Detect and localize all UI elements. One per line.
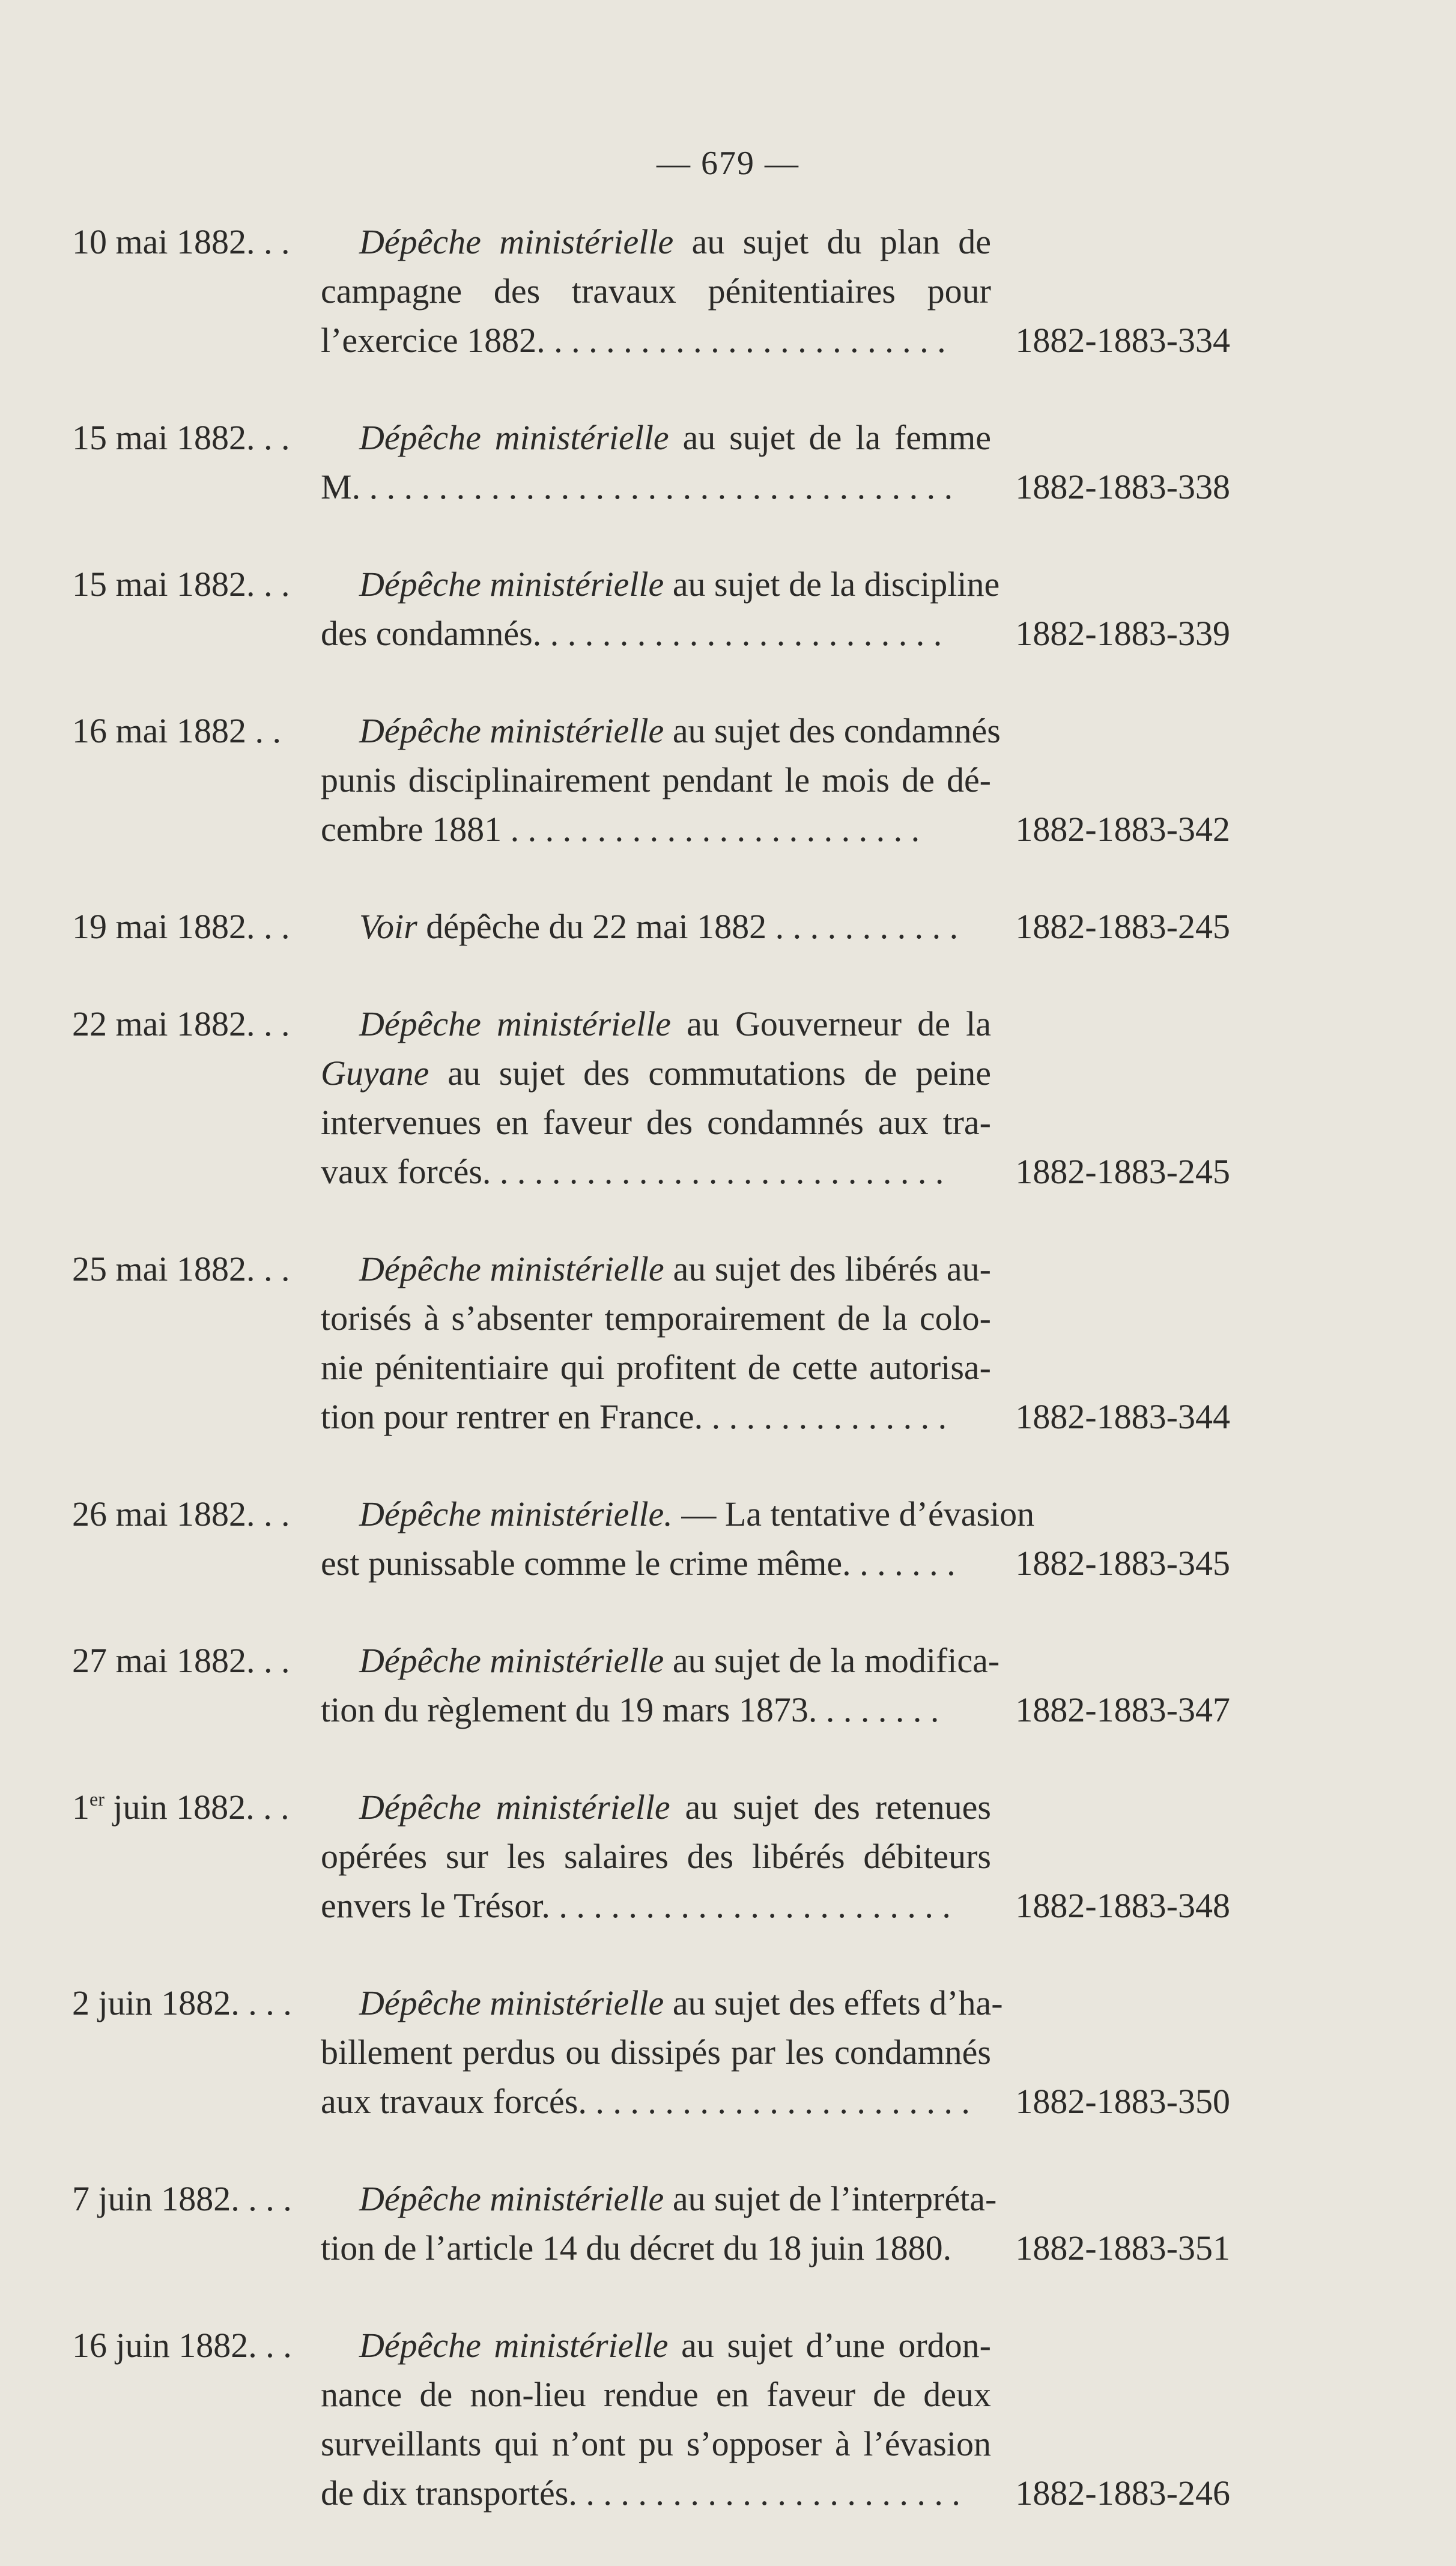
- description-line: [321, 1685, 991, 1735]
- line-text: vaux forcés. . . . . . . . . . . . . . . . . . . . . . . . . . .: [321, 1152, 944, 1191]
- description-line: [321, 267, 991, 316]
- italic-phrase: Dépêche ministérielle: [359, 711, 664, 750]
- description-line: [321, 902, 991, 951]
- description-line: [321, 1098, 991, 1147]
- description-line: [321, 2028, 991, 2077]
- register-entry: [0, 706, 1456, 854]
- entry-date: 25 mai 1882. . .: [72, 1249, 290, 1288]
- register-entry: [0, 1783, 1456, 1931]
- line-text: dépêche du 22 mai 1882 . . . . . . . . . . .: [417, 907, 959, 946]
- italic-phrase: Dépêche ministérielle: [359, 418, 669, 457]
- italic-phrase: Dépêche ministérielle: [359, 1249, 664, 1288]
- description-line: [321, 560, 1000, 609]
- register-entry: [0, 413, 1456, 512]
- entry-date: 19 mai 1882. . .: [72, 907, 290, 946]
- description-line: [321, 1979, 1003, 2028]
- italic-phrase: Dépêche ministérielle: [359, 1788, 670, 1827]
- register-entry: [0, 999, 1456, 1197]
- entry-reference: 1882-1883-350: [1015, 2082, 1230, 2121]
- line-text: au sujet d’une ordon-: [668, 2326, 991, 2365]
- entry-date: 22 mai 1882. . .: [72, 1004, 290, 1043]
- entry-date: 16 juin 1882. . .: [72, 2326, 292, 2365]
- line-text: surveillants qui n’ont pu s’opposer à l’évasion: [321, 2424, 991, 2463]
- entry-date: 15 mai 1882. . .: [72, 565, 290, 604]
- entry-description: [321, 413, 991, 512]
- description-line: [321, 2370, 991, 2419]
- register-entry: [0, 560, 1456, 658]
- line-text: torisés à s’absenter temporairement de la colo-: [321, 1299, 991, 1338]
- description-line: [321, 2321, 991, 2370]
- entry-description: [321, 1783, 991, 1931]
- line-text: au Gouverneur de la: [670, 1004, 991, 1043]
- entry-description: [321, 1636, 1000, 1735]
- description-line: [321, 1490, 1035, 1539]
- description-line: [321, 2469, 991, 2518]
- description-line: [321, 463, 991, 512]
- description-line: [321, 2077, 991, 2126]
- description-line: [321, 1539, 991, 1588]
- line-text: punis disciplinairement pendant le mois de dé-: [321, 760, 991, 799]
- register-entry: [0, 2321, 1456, 2518]
- italic-phrase: Dépêche ministérielle: [359, 2179, 664, 2218]
- description-line: [321, 413, 991, 463]
- entry-reference: 1882-1883-351: [1015, 2228, 1230, 2267]
- register-entry: [0, 217, 1456, 365]
- entry-description: [321, 2174, 997, 2273]
- line-text: au sujet des retenues: [670, 1788, 991, 1827]
- description-line: [321, 805, 991, 854]
- register-entry: [0, 902, 1456, 951]
- italic-phrase: Guyane: [321, 1054, 429, 1093]
- register-entry: [0, 1979, 1456, 2126]
- italic-phrase: Dépêche ministérielle: [359, 2326, 669, 2365]
- description-line: [321, 1783, 991, 1832]
- line-text: nance de non-lieu rendue en faveur de deux: [321, 2375, 991, 2414]
- italic-phrase: Dépêche ministérielle: [359, 1641, 664, 1680]
- line-text: au sujet du plan de: [673, 222, 991, 261]
- entry-date: 1er juin 1882. . .: [72, 1788, 290, 1827]
- entry-reference: 1882-1883-245: [1015, 1152, 1230, 1191]
- description-line: [321, 2224, 991, 2273]
- line-text: l’exercice 1882. . . . . . . . . . . . . . . . . . . . . . . .: [321, 321, 946, 360]
- entry-description: [321, 1979, 1003, 2126]
- line-text: au sujet de l’interpréta-: [664, 2179, 997, 2218]
- description-line: [321, 217, 991, 267]
- description-line: [321, 1636, 1000, 1685]
- description-line: [321, 609, 991, 658]
- register-entry: [0, 2174, 1456, 2273]
- entry-reference: 1882-1883-246: [1015, 2473, 1230, 2513]
- line-text: au sujet des commutations de peine: [429, 1054, 991, 1093]
- page-number: — 679 —: [657, 145, 799, 182]
- entry-description: [321, 217, 991, 365]
- description-line: [321, 316, 991, 365]
- line-text: de dix transportés. . . . . . . . . . . . . . . . . . . . . . .: [321, 2473, 960, 2513]
- line-text: billement perdus ou dissipés par les condamnés: [321, 2033, 991, 2072]
- line-text: au sujet de la modifica-: [664, 1641, 1000, 1680]
- entry-reference: 1882-1883-342: [1015, 810, 1230, 849]
- description-line: [321, 1392, 991, 1442]
- line-text: au sujet des condamnés: [664, 711, 1001, 750]
- line-text: campagne des travaux pénitentiaires pour: [321, 271, 991, 311]
- description-line: [321, 1049, 991, 1098]
- entry-description: [321, 560, 1000, 658]
- line-text: intervenues en faveur des condamnés aux tra-: [321, 1103, 991, 1142]
- entry-list: [0, 217, 1456, 2566]
- entry-date: 10 mai 1882. . .: [72, 222, 290, 261]
- line-text: opérées sur les salaires des libérés débiteurs: [321, 1837, 991, 1876]
- entry-reference: 1882-1883-338: [1015, 467, 1230, 506]
- line-text: tion du règlement du 19 mars 1873. . . . . . . .: [321, 1690, 939, 1729]
- description-line: [321, 1343, 991, 1392]
- register-entry: [0, 1245, 1456, 1442]
- description-line: [321, 2419, 991, 2469]
- entry-description: [321, 1490, 1035, 1588]
- italic-phrase: Dépêche ministérielle: [359, 565, 664, 604]
- entry-description: [321, 902, 991, 951]
- description-line: [321, 1147, 991, 1197]
- italic-phrase: Dépêche ministérielle.: [359, 1494, 673, 1533]
- description-line: [321, 756, 991, 805]
- line-text: au sujet des libérés au-: [664, 1249, 991, 1288]
- entry-description: [321, 2321, 991, 2518]
- entry-reference: 1882-1883-245: [1015, 907, 1230, 946]
- entry-reference: 1882-1883-345: [1015, 1544, 1230, 1583]
- italic-phrase: Dépêche ministérielle: [359, 1004, 671, 1043]
- entry-date: 7 juin 1882. . . .: [72, 2179, 292, 2218]
- description-line: [321, 999, 991, 1049]
- description-line: [321, 1245, 991, 1294]
- register-entry: [0, 1636, 1456, 1735]
- line-text: nie pénitentiaire qui profitent de cette autorisa-: [321, 1348, 991, 1387]
- entry-reference: 1882-1883-348: [1015, 1886, 1230, 1925]
- line-text: au sujet de la discipline: [664, 565, 1000, 604]
- description-line: [321, 2174, 997, 2224]
- entry-reference: 1882-1883-339: [1015, 614, 1230, 653]
- entry-date: 16 mai 1882 . .: [72, 711, 281, 750]
- italic-phrase: Dépêche ministérielle: [359, 1983, 664, 2022]
- entry-description: [321, 999, 991, 1197]
- entry-reference: 1882-1883-334: [1015, 321, 1230, 360]
- line-text: tion de l’article 14 du décret du 18 juin 1880.: [321, 2228, 952, 2267]
- italic-phrase: Dépêche ministérielle: [359, 222, 674, 261]
- entry-description: [321, 706, 1001, 854]
- line-text: au sujet de la femme: [669, 418, 991, 457]
- line-text: cembre 1881 . . . . . . . . . . . . . . . . . . . . . . . .: [321, 810, 920, 849]
- entry-date: 2 juin 1882. . . .: [72, 1983, 292, 2022]
- description-line: [321, 1881, 991, 1931]
- line-text: au sujet des effets d’ha-: [664, 1983, 1003, 2022]
- register-entry: [0, 1490, 1456, 1588]
- description-line: [321, 1832, 991, 1881]
- entry-reference: 1882-1883-344: [1015, 1397, 1230, 1436]
- line-text: M. . . . . . . . . . . . . . . . . . . . . . . . . . . . . . . . . . .: [321, 467, 953, 506]
- line-text: des condamnés. . . . . . . . . . . . . . . . . . . . . . . .: [321, 614, 942, 653]
- entry-date: 26 mai 1882. . .: [72, 1494, 290, 1533]
- entry-reference: 1882-1883-347: [1015, 1690, 1230, 1729]
- line-text: aux travaux forcés. . . . . . . . . . . . . . . . . . . . . . .: [321, 2082, 970, 2121]
- line-text: — La tentative d’évasion: [672, 1494, 1035, 1533]
- line-text: envers le Trésor. . . . . . . . . . . . . . . . . . . . . . . .: [321, 1886, 951, 1925]
- italic-phrase: Voir: [359, 907, 417, 946]
- description-line: [321, 1294, 991, 1343]
- line-text: tion pour rentrer en France. . . . . . . . . . . . . . .: [321, 1397, 947, 1436]
- entry-date: 27 mai 1882. . .: [72, 1641, 290, 1680]
- entry-description: [321, 1245, 991, 1442]
- line-text: est punissable comme le crime même. . . . . . .: [321, 1544, 956, 1583]
- entry-date: 15 mai 1882. . .: [72, 418, 290, 457]
- description-line: [321, 706, 1001, 756]
